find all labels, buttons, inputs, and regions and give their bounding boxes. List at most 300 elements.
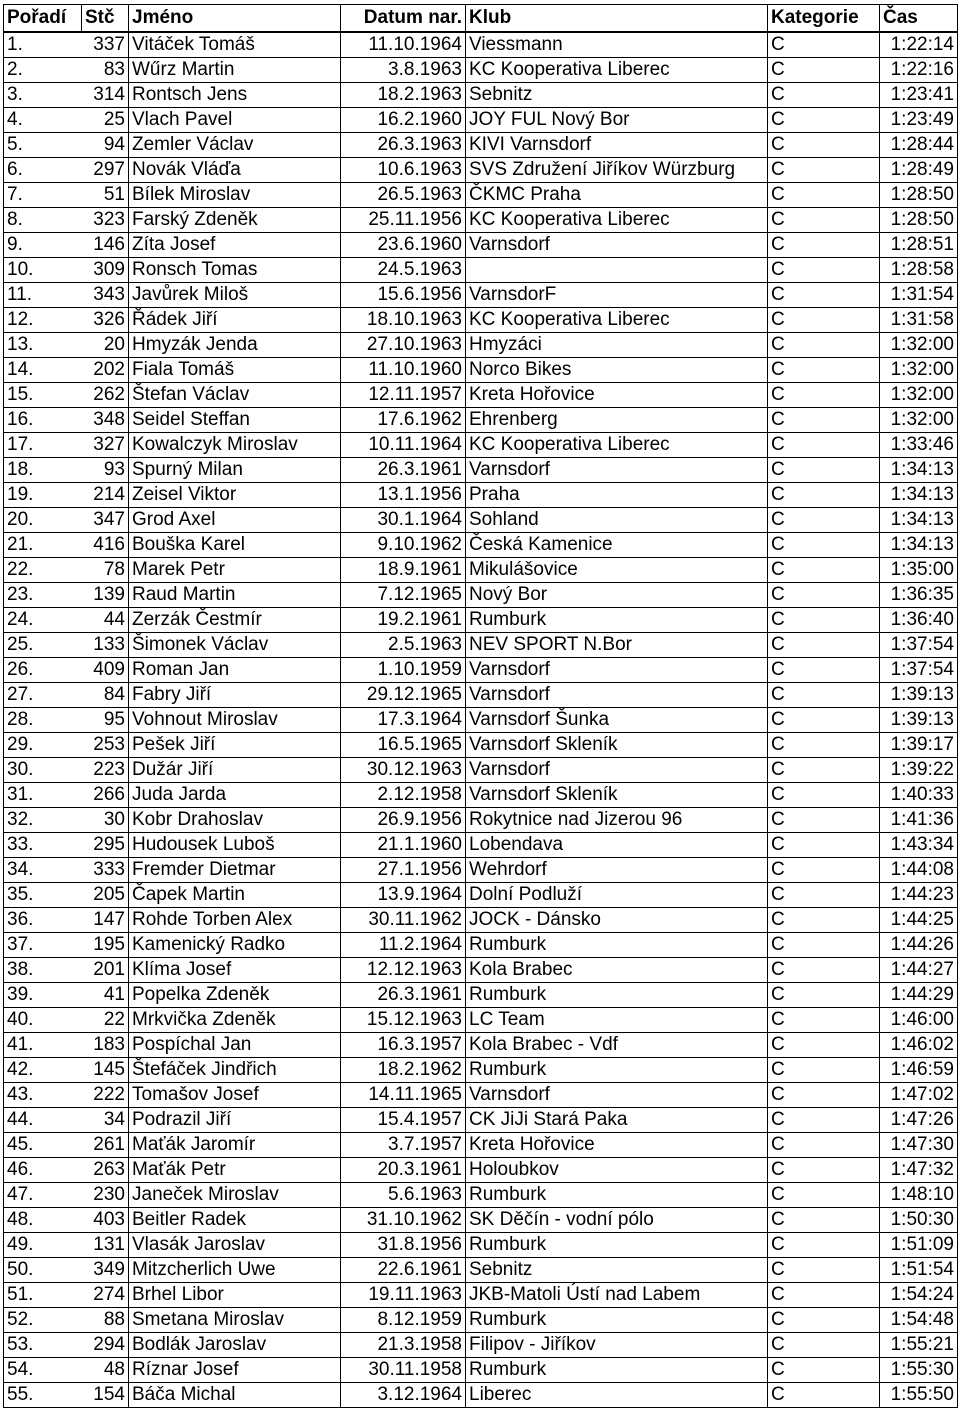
- cell-bib: 88: [82, 1308, 129, 1333]
- cell-rank: 44.: [4, 1108, 82, 1133]
- cell-name: Bouška Karel: [129, 533, 341, 558]
- header-rank: Pořadí: [4, 5, 82, 33]
- cell-time: 1:50:30: [880, 1208, 958, 1233]
- cell-dob: 16.5.1965: [341, 733, 466, 758]
- cell-category: C: [768, 933, 880, 958]
- cell-rank: 50.: [4, 1258, 82, 1283]
- table-row: [4, 983, 958, 1008]
- cell-name: Ríznar Josef: [129, 1358, 341, 1383]
- cell-rank: 3.: [4, 83, 82, 108]
- cell-time: 1:23:41: [880, 83, 958, 108]
- cell-name: Ronsch Tomas: [129, 258, 341, 283]
- cell-rank: 53.: [4, 1333, 82, 1358]
- cell-club: JOCK - Dánsko: [466, 908, 768, 933]
- cell-bib: 183: [82, 1033, 129, 1058]
- cell-name: Beitler Radek: [129, 1208, 341, 1233]
- cell-category: C: [768, 1133, 880, 1158]
- table-row: [4, 433, 958, 458]
- cell-category: C: [768, 233, 880, 258]
- cell-bib: 274: [82, 1283, 129, 1308]
- table-row: [4, 333, 958, 358]
- cell-time: 1:32:00: [880, 408, 958, 433]
- cell-dob: 5.6.1963: [341, 1183, 466, 1208]
- cell-club: Mikulášovice: [466, 558, 768, 583]
- cell-bib: 84: [82, 683, 129, 708]
- cell-rank: 2.: [4, 58, 82, 83]
- header-dob: Datum nar.: [341, 5, 466, 33]
- cell-rank: 33.: [4, 833, 82, 858]
- cell-rank: 17.: [4, 433, 82, 458]
- cell-club: KIVI Varnsdorf: [466, 133, 768, 158]
- table-row: [4, 1158, 958, 1183]
- cell-name: Brhel Libor: [129, 1283, 341, 1308]
- cell-name: Vlasák Jaroslav: [129, 1233, 341, 1258]
- cell-time: 1:23:49: [880, 108, 958, 133]
- cell-club: Kreta Hořovice: [466, 1133, 768, 1158]
- cell-bib: 202: [82, 358, 129, 383]
- table-row: [4, 883, 958, 908]
- cell-club: JOY FUL Nový Bor: [466, 108, 768, 133]
- cell-category: C: [768, 133, 880, 158]
- table-row: [4, 858, 958, 883]
- cell-name: Báča Michal: [129, 1383, 341, 1408]
- cell-dob: 2.5.1963: [341, 633, 466, 658]
- cell-dob: 11.10.1960: [341, 358, 466, 383]
- cell-bib: 416: [82, 533, 129, 558]
- cell-name: Janeček Miroslav: [129, 1183, 341, 1208]
- header-row: [4, 5, 958, 33]
- cell-club: KC Kooperativa Liberec: [466, 208, 768, 233]
- cell-category: C: [768, 883, 880, 908]
- cell-rank: 39.: [4, 983, 82, 1008]
- cell-name: Klíma Josef: [129, 958, 341, 983]
- cell-time: 1:28:50: [880, 208, 958, 233]
- cell-dob: 9.10.1962: [341, 533, 466, 558]
- cell-club: Rumburk: [466, 983, 768, 1008]
- cell-bib: 403: [82, 1208, 129, 1233]
- table-row: [4, 208, 958, 233]
- cell-bib: 327: [82, 433, 129, 458]
- cell-name: Fabry Jiří: [129, 683, 341, 708]
- cell-club: Ehrenberg: [466, 408, 768, 433]
- table-row: [4, 233, 958, 258]
- cell-bib: 262: [82, 383, 129, 408]
- cell-dob: 20.3.1961: [341, 1158, 466, 1183]
- cell-rank: 43.: [4, 1083, 82, 1108]
- cell-category: C: [768, 1383, 880, 1408]
- cell-bib: 223: [82, 758, 129, 783]
- table-row: [4, 32, 958, 58]
- cell-rank: 9.: [4, 233, 82, 258]
- cell-category: C: [768, 208, 880, 233]
- cell-time: 1:47:26: [880, 1108, 958, 1133]
- cell-dob: 30.12.1963: [341, 758, 466, 783]
- table-row: [4, 808, 958, 833]
- cell-rank: 34.: [4, 858, 82, 883]
- table-row: [4, 683, 958, 708]
- cell-category: C: [768, 608, 880, 633]
- table-row: [4, 408, 958, 433]
- cell-category: C: [768, 658, 880, 683]
- table-row: [4, 1308, 958, 1333]
- cell-dob: 12.11.1957: [341, 383, 466, 408]
- cell-dob: 25.11.1956: [341, 208, 466, 233]
- cell-time: 1:36:35: [880, 583, 958, 608]
- cell-bib: 295: [82, 833, 129, 858]
- cell-club: [466, 258, 768, 283]
- cell-bib: 131: [82, 1233, 129, 1258]
- cell-name: Kowalczyk Miroslav: [129, 433, 341, 458]
- cell-dob: 26.3.1961: [341, 458, 466, 483]
- cell-dob: 13.1.1956: [341, 483, 466, 508]
- cell-club: VarnsdorF: [466, 283, 768, 308]
- cell-dob: 15.12.1963: [341, 1008, 466, 1033]
- cell-rank: 40.: [4, 1008, 82, 1033]
- cell-category: C: [768, 58, 880, 83]
- cell-time: 1:39:13: [880, 708, 958, 733]
- cell-name: Mrkvička Zdeněk: [129, 1008, 341, 1033]
- cell-time: 1:34:13: [880, 533, 958, 558]
- cell-rank: 46.: [4, 1158, 82, 1183]
- cell-time: 1:44:25: [880, 908, 958, 933]
- cell-time: 1:35:00: [880, 558, 958, 583]
- cell-name: Řádek Jiří: [129, 308, 341, 333]
- cell-time: 1:41:36: [880, 808, 958, 833]
- cell-dob: 27.10.1963: [341, 333, 466, 358]
- table-row: [4, 958, 958, 983]
- cell-name: Spurný Milan: [129, 458, 341, 483]
- cell-category: C: [768, 1283, 880, 1308]
- cell-bib: 348: [82, 408, 129, 433]
- cell-dob: 22.6.1961: [341, 1258, 466, 1283]
- cell-rank: 32.: [4, 808, 82, 833]
- cell-rank: 22.: [4, 558, 82, 583]
- table-row: [4, 258, 958, 283]
- cell-category: C: [768, 783, 880, 808]
- cell-time: 1:43:34: [880, 833, 958, 858]
- cell-category: C: [768, 583, 880, 608]
- cell-category: C: [768, 258, 880, 283]
- cell-name: Maťák Petr: [129, 1158, 341, 1183]
- cell-category: C: [768, 708, 880, 733]
- cell-bib: 337: [82, 32, 129, 58]
- cell-rank: 8.: [4, 208, 82, 233]
- cell-bib: 409: [82, 658, 129, 683]
- cell-dob: 8.12.1959: [341, 1308, 466, 1333]
- cell-bib: 201: [82, 958, 129, 983]
- cell-dob: 7.12.1965: [341, 583, 466, 608]
- cell-bib: 347: [82, 508, 129, 533]
- table-row: [4, 1183, 958, 1208]
- cell-dob: 31.10.1962: [341, 1208, 466, 1233]
- cell-club: LC Team: [466, 1008, 768, 1033]
- cell-dob: 18.2.1963: [341, 83, 466, 108]
- table-row: [4, 1258, 958, 1283]
- cell-rank: 12.: [4, 308, 82, 333]
- cell-category: C: [768, 733, 880, 758]
- table-row: [4, 1383, 958, 1408]
- cell-bib: 145: [82, 1058, 129, 1083]
- cell-name: Kobr Drahoslav: [129, 808, 341, 833]
- cell-time: 1:31:54: [880, 283, 958, 308]
- cell-bib: 22: [82, 1008, 129, 1033]
- cell-dob: 24.5.1963: [341, 258, 466, 283]
- cell-time: 1:54:24: [880, 1283, 958, 1308]
- cell-time: 1:55:30: [880, 1358, 958, 1383]
- cell-dob: 30.1.1964: [341, 508, 466, 533]
- cell-club: Hmyzáci: [466, 333, 768, 358]
- cell-name: Javůrek Miloš: [129, 283, 341, 308]
- cell-rank: 14.: [4, 358, 82, 383]
- cell-category: C: [768, 83, 880, 108]
- cell-category: C: [768, 1183, 880, 1208]
- cell-time: 1:22:16: [880, 58, 958, 83]
- cell-category: C: [768, 383, 880, 408]
- table-row: [4, 1108, 958, 1133]
- cell-club: Sebnitz: [466, 83, 768, 108]
- cell-time: 1:54:48: [880, 1308, 958, 1333]
- cell-dob: 17.6.1962: [341, 408, 466, 433]
- cell-category: C: [768, 32, 880, 58]
- cell-bib: 214: [82, 483, 129, 508]
- table-row: [4, 758, 958, 783]
- cell-name: Vohnout Miroslav: [129, 708, 341, 733]
- table-row: [4, 1033, 958, 1058]
- cell-name: Roman Jan: [129, 658, 341, 683]
- cell-dob: 29.12.1965: [341, 683, 466, 708]
- cell-dob: 30.11.1962: [341, 908, 466, 933]
- table-row: [4, 608, 958, 633]
- cell-bib: 154: [82, 1383, 129, 1408]
- cell-dob: 30.11.1958: [341, 1358, 466, 1383]
- cell-club: Sohland: [466, 508, 768, 533]
- cell-dob: 19.11.1963: [341, 1283, 466, 1308]
- cell-club: NEV SPORT N.Bor: [466, 633, 768, 658]
- cell-time: 1:22:14: [880, 32, 958, 58]
- cell-rank: 11.: [4, 283, 82, 308]
- cell-name: Farský Zdeněk: [129, 208, 341, 233]
- cell-name: Grod Axel: [129, 508, 341, 533]
- cell-club: Varnsdorf: [466, 233, 768, 258]
- cell-time: 1:47:32: [880, 1158, 958, 1183]
- table-row: [4, 1283, 958, 1308]
- cell-time: 1:44:26: [880, 933, 958, 958]
- cell-club: Varnsdorf Skleník: [466, 733, 768, 758]
- table-row: [4, 308, 958, 333]
- cell-dob: 26.5.1963: [341, 183, 466, 208]
- header-category: Kategorie: [768, 5, 880, 33]
- cell-rank: 1.: [4, 32, 82, 58]
- table-row: [4, 158, 958, 183]
- cell-rank: 20.: [4, 508, 82, 533]
- cell-rank: 37.: [4, 933, 82, 958]
- cell-rank: 28.: [4, 708, 82, 733]
- cell-rank: 47.: [4, 1183, 82, 1208]
- cell-rank: 4.: [4, 108, 82, 133]
- cell-bib: 297: [82, 158, 129, 183]
- table-row: [4, 383, 958, 408]
- cell-time: 1:55:21: [880, 1333, 958, 1358]
- cell-rank: 21.: [4, 533, 82, 558]
- cell-club: Varnsdorf: [466, 683, 768, 708]
- cell-dob: 11.10.1964: [341, 32, 466, 58]
- cell-bib: 93: [82, 458, 129, 483]
- table-row: [4, 908, 958, 933]
- cell-rank: 5.: [4, 133, 82, 158]
- cell-time: 1:48:10: [880, 1183, 958, 1208]
- cell-dob: 15.6.1956: [341, 283, 466, 308]
- cell-club: Praha: [466, 483, 768, 508]
- cell-bib: 333: [82, 858, 129, 883]
- table-row: [4, 1008, 958, 1033]
- header-bib: Stč: [82, 5, 129, 33]
- cell-name: Zerzák Čestmír: [129, 608, 341, 633]
- cell-club: Rokytnice nad Jizerou 96: [466, 808, 768, 833]
- cell-dob: 18.2.1962: [341, 1058, 466, 1083]
- cell-rank: 52.: [4, 1308, 82, 1333]
- cell-name: Mitzcherlich Uwe: [129, 1258, 341, 1283]
- cell-name: Hudousek Luboš: [129, 833, 341, 858]
- cell-rank: 18.: [4, 458, 82, 483]
- cell-category: C: [768, 833, 880, 858]
- cell-dob: 19.2.1961: [341, 608, 466, 633]
- cell-bib: 314: [82, 83, 129, 108]
- cell-club: Česká Kamenice: [466, 533, 768, 558]
- cell-category: C: [768, 1058, 880, 1083]
- table-row: [4, 1233, 958, 1258]
- cell-category: C: [768, 308, 880, 333]
- cell-dob: 26.3.1961: [341, 983, 466, 1008]
- cell-time: 1:44:27: [880, 958, 958, 983]
- cell-club: CK JiJi Stará Paka: [466, 1108, 768, 1133]
- table-row: [4, 933, 958, 958]
- cell-name: Raud Martin: [129, 583, 341, 608]
- table-row: [4, 533, 958, 558]
- cell-name: Hmyzák Jenda: [129, 333, 341, 358]
- cell-category: C: [768, 458, 880, 483]
- cell-bib: 309: [82, 258, 129, 283]
- table-row: [4, 1358, 958, 1383]
- cell-rank: 30.: [4, 758, 82, 783]
- cell-category: C: [768, 433, 880, 458]
- cell-dob: 23.6.1960: [341, 233, 466, 258]
- cell-category: C: [768, 483, 880, 508]
- cell-category: C: [768, 1358, 880, 1383]
- cell-club: Varnsdorf: [466, 458, 768, 483]
- cell-bib: 139: [82, 583, 129, 608]
- cell-name: Wűrz Martin: [129, 58, 341, 83]
- cell-category: C: [768, 808, 880, 833]
- cell-category: C: [768, 1233, 880, 1258]
- cell-name: Kamenický Radko: [129, 933, 341, 958]
- cell-name: Šimonek Václav: [129, 633, 341, 658]
- cell-club: Viessmann: [466, 32, 768, 58]
- cell-rank: 41.: [4, 1033, 82, 1058]
- cell-time: 1:39:22: [880, 758, 958, 783]
- cell-time: 1:44:29: [880, 983, 958, 1008]
- cell-rank: 48.: [4, 1208, 82, 1233]
- cell-time: 1:32:00: [880, 383, 958, 408]
- table-row: [4, 508, 958, 533]
- cell-dob: 11.2.1964: [341, 933, 466, 958]
- cell-rank: 45.: [4, 1133, 82, 1158]
- cell-rank: 35.: [4, 883, 82, 908]
- table-row: [4, 483, 958, 508]
- cell-name: Zíta Josef: [129, 233, 341, 258]
- cell-rank: 54.: [4, 1358, 82, 1383]
- cell-rank: 38.: [4, 958, 82, 983]
- cell-club: Sebnitz: [466, 1258, 768, 1283]
- cell-time: 1:28:50: [880, 183, 958, 208]
- table-row: [4, 133, 958, 158]
- cell-club: Rumburk: [466, 1233, 768, 1258]
- cell-category: C: [768, 533, 880, 558]
- cell-category: C: [768, 683, 880, 708]
- cell-club: Holoubkov: [466, 1158, 768, 1183]
- cell-category: C: [768, 558, 880, 583]
- cell-name: Tomašov Josef: [129, 1083, 341, 1108]
- cell-bib: 44: [82, 608, 129, 633]
- cell-rank: 16.: [4, 408, 82, 433]
- cell-rank: 42.: [4, 1058, 82, 1083]
- cell-time: 1:39:17: [880, 733, 958, 758]
- cell-dob: 16.2.1960: [341, 108, 466, 133]
- cell-time: 1:39:13: [880, 683, 958, 708]
- cell-club: Varnsdorf: [466, 658, 768, 683]
- cell-bib: 78: [82, 558, 129, 583]
- cell-category: C: [768, 408, 880, 433]
- cell-rank: 6.: [4, 158, 82, 183]
- cell-dob: 2.12.1958: [341, 783, 466, 808]
- cell-name: Vitáček Tomáš: [129, 32, 341, 58]
- cell-category: C: [768, 358, 880, 383]
- cell-rank: 7.: [4, 183, 82, 208]
- cell-time: 1:51:54: [880, 1258, 958, 1283]
- cell-time: 1:33:46: [880, 433, 958, 458]
- cell-name: Pospíchal Jan: [129, 1033, 341, 1058]
- table-row: [4, 108, 958, 133]
- cell-bib: 30: [82, 808, 129, 833]
- cell-bib: 326: [82, 308, 129, 333]
- cell-dob: 13.9.1964: [341, 883, 466, 908]
- cell-name: Marek Petr: [129, 558, 341, 583]
- cell-rank: 10.: [4, 258, 82, 283]
- cell-club: Liberec: [466, 1383, 768, 1408]
- cell-name: Dužár Jiří: [129, 758, 341, 783]
- cell-dob: 3.12.1964: [341, 1383, 466, 1408]
- cell-dob: 26.3.1963: [341, 133, 466, 158]
- cell-category: C: [768, 283, 880, 308]
- cell-time: 1:46:00: [880, 1008, 958, 1033]
- cell-club: Kola Brabec: [466, 958, 768, 983]
- cell-dob: 3.7.1957: [341, 1133, 466, 1158]
- cell-name: Smetana Miroslav: [129, 1308, 341, 1333]
- cell-bib: 222: [82, 1083, 129, 1108]
- cell-dob: 12.12.1963: [341, 958, 466, 983]
- cell-rank: 27.: [4, 683, 82, 708]
- table-row: [4, 358, 958, 383]
- cell-rank: 51.: [4, 1283, 82, 1308]
- cell-club: KC Kooperativa Liberec: [466, 308, 768, 333]
- header-name: Jméno: [129, 5, 341, 33]
- cell-bib: 323: [82, 208, 129, 233]
- cell-rank: 19.: [4, 483, 82, 508]
- cell-bib: 263: [82, 1158, 129, 1183]
- cell-rank: 29.: [4, 733, 82, 758]
- cell-time: 1:51:09: [880, 1233, 958, 1258]
- cell-club: Wehrdorf: [466, 858, 768, 883]
- cell-name: Pešek Jiří: [129, 733, 341, 758]
